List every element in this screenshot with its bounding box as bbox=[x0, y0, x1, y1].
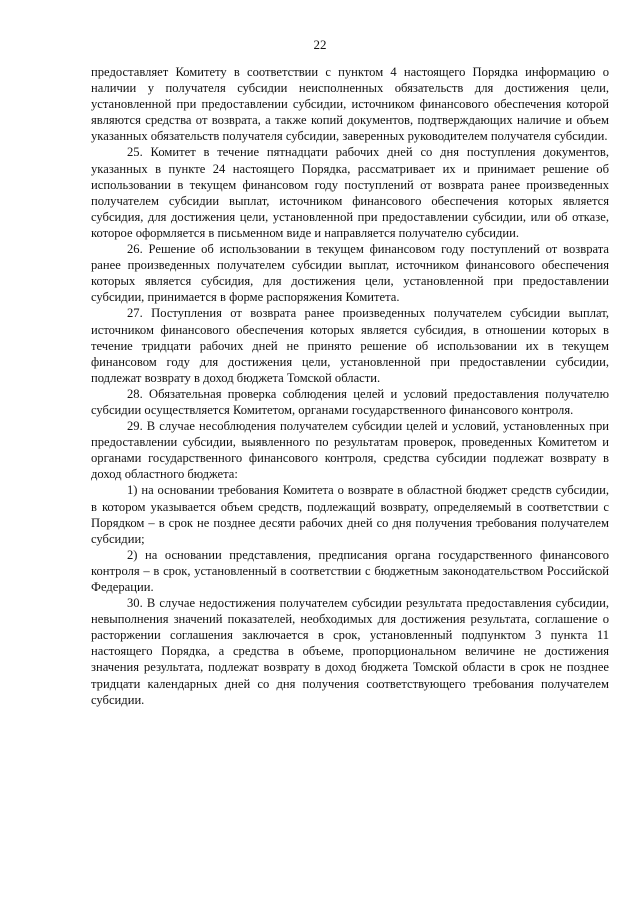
paragraph-item-30: 30. В случае недостижения получателем субсидии результата предоставления субсидии, невыполнения значений показателей, необходимых для достижения результата, соглашение о расторжении соглашения заключается в срок, установленный подпунктом 3 пункта 11 настоящего Порядка, а средства в объеме, пропорциональном величине не достижения значения результата, подлежат возврату в доход бюджета Томской области в срок не позднее тридцати календарных дней со дня получения соответствующего требования получателем субсидии. bbox=[91, 596, 609, 707]
paragraph-subitem-29-1: 1) на основании требования Комитета о возврате в областной бюджет средств субсидии, в котором указывается объем средств, подлежащий возврату, определяемый в соответствии с Порядком – в срок не позднее десяти рабочих дней со дня получения требования получателем субсидии; bbox=[91, 483, 609, 546]
paragraph-item-28: 28. Обязательная проверка соблюдения целей и условий предоставления получателю субсидии осуществляется Комитетом, органами государственного финансового контроля. bbox=[91, 386, 609, 417]
document-body bbox=[91, 64, 609, 708]
paragraph-item-25: 25. Комитет в течение пятнадцати рабочих дней со дня поступления документов, указанных в пункте 24 настоящего Порядка, рассматривает их и принимает решение об использовании в текущем финансовом году поступлений от возврата ранее произведенных получателем субсидии выплат, источником финансового обеспечения которых является субсидия, для достижения цели, установленной при предоставлении субсидии, или об отказе, которое оформляется в письменном виде и направляется получателю субсидии. bbox=[91, 145, 609, 240]
paragraph-item-29: 29. В случае несоблюдения получателем субсидии целей и условий, установленных при предоставлении субсидии, выявленного по результатам проверок, проведенных Комитетом и органами государственного финансового контроля, средства субсидии подлежат возврату в доход областного бюджета: bbox=[91, 419, 609, 482]
paragraph-subitem-29-2: 2) на основании представления, предписания органа государственного финансового контроля – в срок, установленный в соответствии с бюджетным законодательством Российской Федерации. bbox=[91, 547, 609, 594]
paragraph-continuation: предоставляет Комитету в соответствии с пунктом 4 настоящего Порядка информацию о наличии у получателя субсидии неисполненных обязательств для достижения цели, установленной при предоставлении субсидии, источником финансового обеспечения которой являются средства от возврата, а также копий документов, подтверждающих наличие и объем указанных обязательств получателя субсидии, заверенных руководителем получателя субсидии. bbox=[91, 65, 609, 144]
paragraph-item-26: 26. Решение об использовании в текущем финансовом году поступлений от возврата ранее произведенных получателем субсидии выплат, источником финансового обеспечения которых является субсидия, для достижения цели, установленной при предоставлении субсидии, принимается в форме распоряжения Комитета. bbox=[91, 242, 609, 305]
page-number: 22 bbox=[313, 37, 327, 52]
paragraph-item-27: 27. Поступления от возврата ранее произведенных получателем субсидии выплат, источником финансового обеспечения которых является субсидия, в отношении которых в течение тридцати рабочих дней не принято решение об использовании их в текущем финансовом году для достижения цели, установленной при предоставлении субсидии, подлежат возврату в доход бюджета Томской области. bbox=[91, 306, 609, 385]
